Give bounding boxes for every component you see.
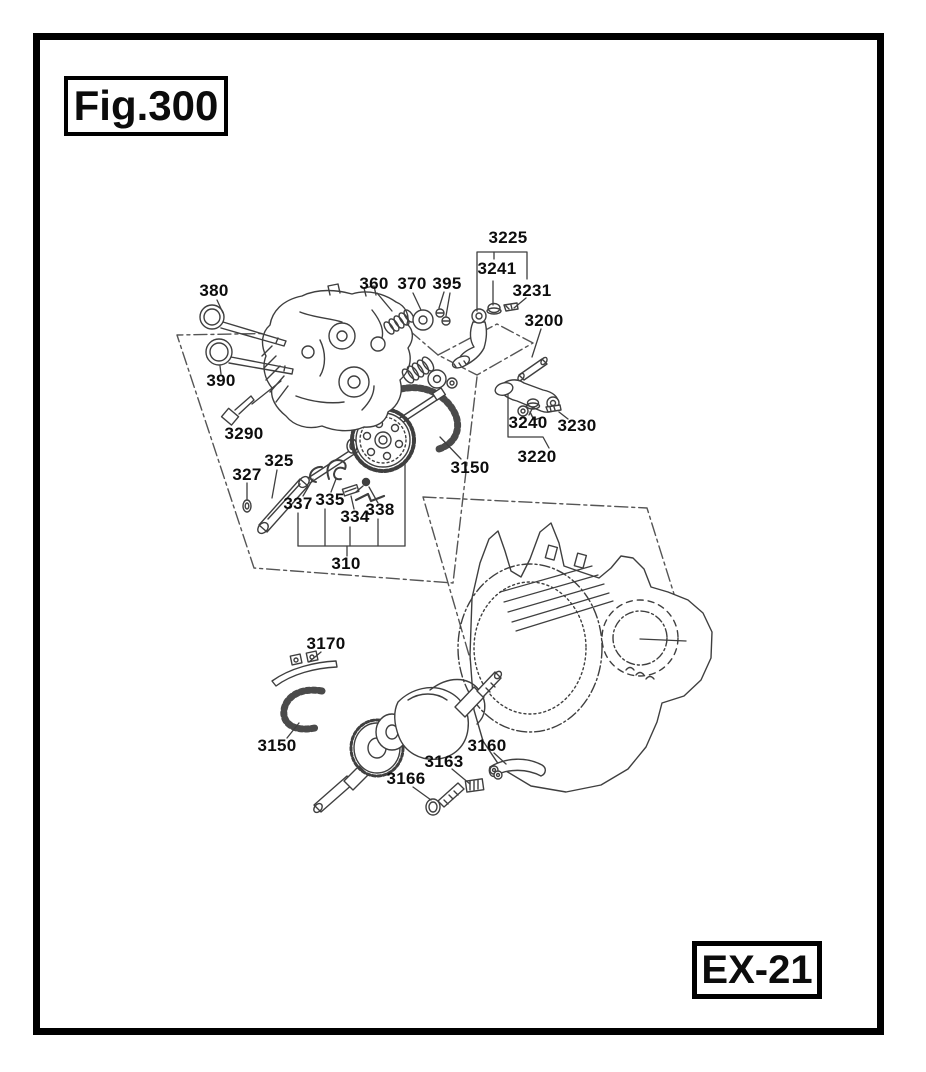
part-label-3150-lower: 3150: [257, 736, 297, 755]
figure-label: Fig.300: [73, 82, 219, 129]
part-label-3170: 3170: [306, 634, 346, 653]
part-label-3220: 3220: [517, 447, 557, 466]
part-label-380: 380: [199, 281, 229, 300]
part-label-337: 337: [283, 494, 313, 513]
part-label-390: 390: [206, 371, 236, 390]
part-label-370: 370: [397, 274, 427, 293]
part-label-3225: 3225: [488, 228, 528, 247]
part-label-335: 335: [315, 490, 345, 509]
model-label: EX-21: [701, 947, 813, 992]
part-label-395: 395: [432, 274, 462, 293]
part-label-338: 338: [365, 500, 395, 519]
part-label-3200: 3200: [524, 311, 564, 330]
part-label-3241: 3241: [477, 259, 517, 278]
part-label-3150-upper: 3150: [450, 458, 490, 477]
part-label-3231: 3231: [512, 281, 552, 300]
model-label-box: [692, 941, 822, 999]
part-label-3160: 3160: [467, 736, 507, 755]
part-label-310: 310: [331, 554, 361, 573]
part-label-3166: 3166: [386, 769, 426, 788]
part-label-3230: 3230: [557, 416, 597, 435]
part-label-334: 334: [340, 507, 370, 526]
page-border: [33, 33, 884, 1035]
part-label-360: 360: [359, 274, 389, 293]
figure-label-box: [64, 76, 228, 136]
part-label-325: 325: [264, 451, 294, 470]
part-label-3290: 3290: [224, 424, 264, 443]
part-label-3240: 3240: [508, 413, 548, 432]
part-label-327: 327: [232, 465, 262, 484]
part-label-3163: 3163: [424, 752, 464, 771]
